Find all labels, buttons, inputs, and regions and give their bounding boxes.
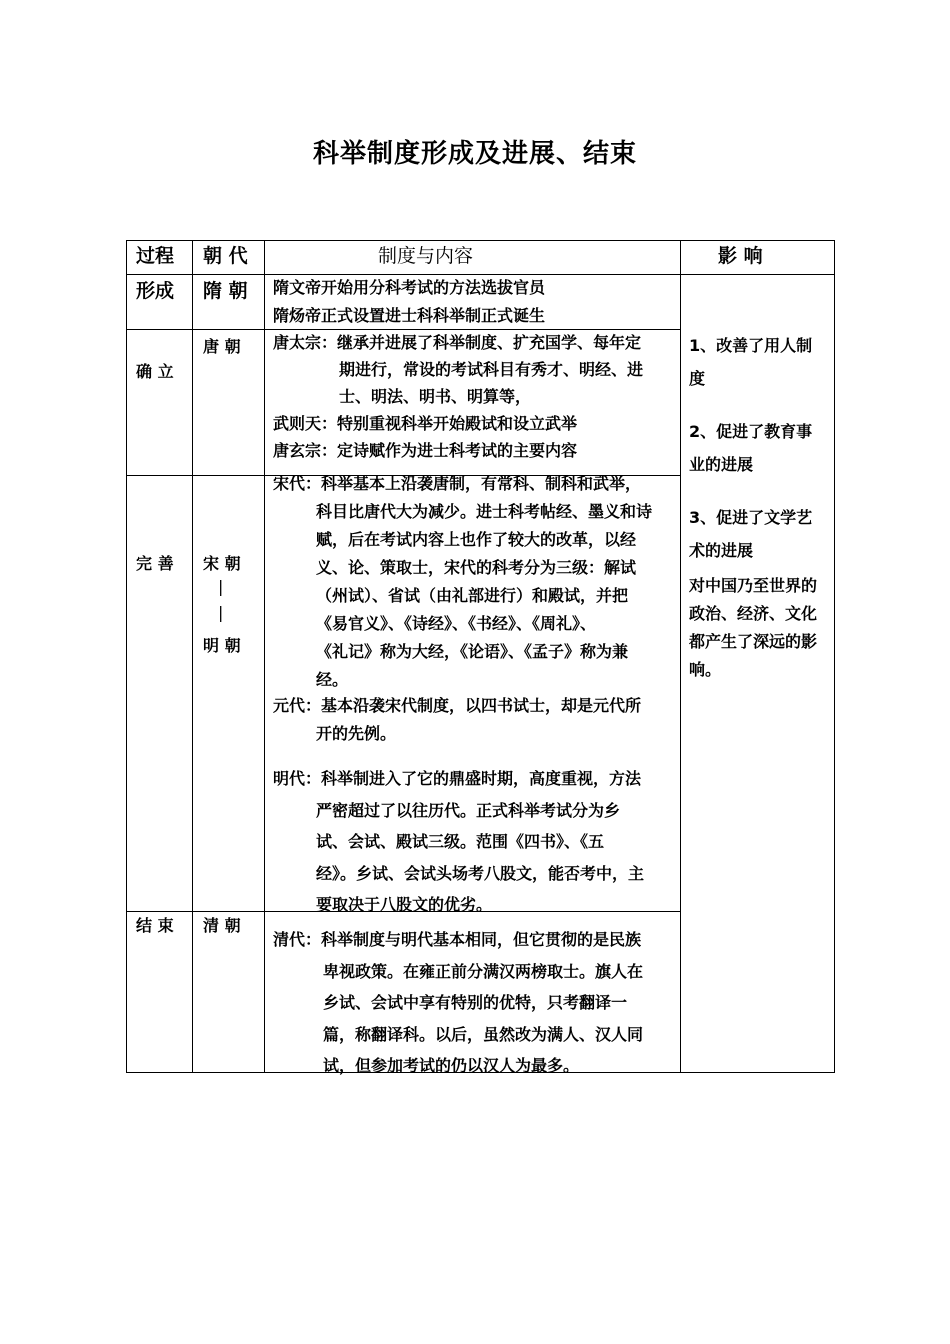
impact-item-1 <box>689 329 812 395</box>
content-formation <box>273 274 545 330</box>
content-line: （州试）、省试（由礼部进行）和殿试，并把 <box>316 586 629 605</box>
content-line: 隋炀帝正式设置进士科科举制正式诞生 <box>273 306 546 325</box>
impact-line: 2、促进了教育事 <box>689 422 813 441</box>
process-establish: 确 立 <box>136 362 174 381</box>
content-line: 要取决于八股文的优劣。 <box>316 895 493 914</box>
table-border-left <box>126 240 127 1073</box>
col-divider-dynasty <box>264 240 265 1073</box>
content-line: 明代：科举制进入了它的鼎盛时期，高度重视，方法 <box>273 769 642 788</box>
content-line: 唐太宗：继承并进展了科举制度、扩充国学、每年定 <box>273 333 642 352</box>
content-ming <box>273 763 644 921</box>
content-line: 卑视政策。在雍正前分满汉两榜取士。旗人在 <box>323 961 644 981</box>
header-process: 过程 <box>136 245 175 267</box>
page-title: 科举制度形成及进展、结束 <box>312 139 637 169</box>
impact-line: 度 <box>689 369 706 388</box>
content-line: 唐玄宗：定诗赋作为进士科考试的主要内容 <box>273 441 578 460</box>
impact-line: 政治、经济、文化 <box>689 604 818 623</box>
content-line: 试、会试、殿试三级。范围《四书》、《五 <box>316 832 605 851</box>
content-line: 清代：科举制度与明代基本相同，但它贯彻的是民族 <box>273 930 642 949</box>
process-perfect: 完 善 <box>136 554 174 573</box>
content-song <box>273 470 652 694</box>
impact-summary <box>689 572 817 684</box>
content-line: 期进行，常设的考试科目有秀才、明经、进 <box>339 360 644 379</box>
content-line: 经。 <box>316 670 349 689</box>
impact-line: 都产生了深远的影 <box>689 632 818 651</box>
content-line: 隋文帝开始用分科考试的方法选拔官员 <box>273 278 546 297</box>
dynasty-ming: 明 朝 <box>203 636 241 655</box>
process-end: 结 束 <box>136 916 174 935</box>
header-dynasty: 朝 代 <box>203 245 248 267</box>
content-line: 乡试、会试中享有特别的优特，只考翻译一 <box>323 993 628 1012</box>
dynasty-range-bar: | <box>218 603 224 622</box>
header-content: 制度与内容 <box>378 245 474 267</box>
impact-line: 3、促进了文学艺 <box>689 508 813 527</box>
content-line: 经》。乡试、会试头场考八股文，能否考中，主 <box>316 863 645 883</box>
impact-line: 对中国乃至世界的 <box>689 576 818 595</box>
content-line: 武则天：特别重视科举开始殿试和设立武举 <box>273 414 578 433</box>
impact-line: 1、改善了用人制 <box>689 336 813 355</box>
dynasty-qing: 清 朝 <box>203 916 241 935</box>
content-line: 义、论、策取士，宋代的科考分为三级：解试 <box>316 558 637 577</box>
content-line: 元代：基本沿袭宋代制度，以四书试士，却是元代所 <box>273 696 642 715</box>
content-establish <box>273 329 643 464</box>
content-line: 篇，称翻译科。以后，虽然改为满人、汉人同 <box>323 1024 644 1044</box>
content-line: 士、明法、明书、明算等， <box>339 387 532 406</box>
content-yuan <box>273 692 641 748</box>
content-line: 科目比唐代大为减少。进士科考帖经、墨义和诗 <box>316 502 653 521</box>
content-line: 宋代：科举基本上沿袭唐制，有常科、制科和武举， <box>273 474 642 493</box>
content-line: 《礼记》称为大经，《论语》、《孟子》称为兼 <box>316 642 629 661</box>
dynasty-sui: 隋 朝 <box>203 280 248 302</box>
content-end <box>273 924 643 1082</box>
impact-line: 术的进展 <box>689 541 754 560</box>
col-divider-process <box>192 240 193 1073</box>
process-formation: 形成 <box>136 280 175 302</box>
impact-line: 响。 <box>689 660 722 679</box>
dynasty-song: 宋 朝 <box>203 554 241 573</box>
content-line: 赋，后在考试内容上也作了较大的改革，以经 <box>316 530 637 549</box>
dynasty-range-bar: | <box>218 577 224 596</box>
table-border-right <box>834 240 835 1073</box>
content-line: 开的先例。 <box>316 724 397 743</box>
header-impact: 影 响 <box>718 245 763 267</box>
impact-item-2 <box>689 415 812 481</box>
impact-line: 业的进展 <box>689 455 754 474</box>
content-line: 严密超过了以往历代。正式科举考试分为乡 <box>316 800 621 820</box>
dynasty-tang: 唐 朝 <box>203 337 241 356</box>
content-line: 《易官义》、《诗经》、《书经》、《周礼》、 <box>316 614 597 633</box>
col-divider-content <box>680 240 681 1073</box>
content-line: 试，但参加考试的仍以汉人为最多。 <box>323 1056 580 1075</box>
impact-item-3 <box>689 501 812 567</box>
